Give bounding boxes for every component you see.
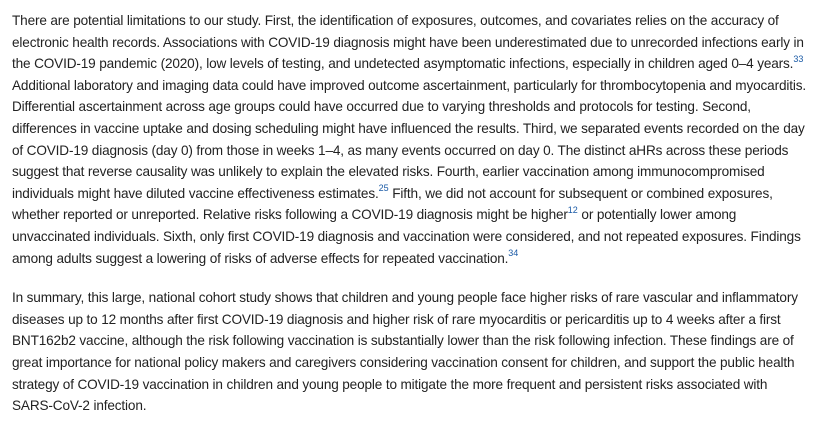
citation-ref-34[interactable]: 34 bbox=[508, 248, 519, 258]
citation-ref-12[interactable]: 12 bbox=[567, 204, 578, 215]
limitations-text-1: There are potential limitations to our study. First, the identification of exposures, outcomes, and covariates relies on the accuracy of electronic health records. Associations with COVID-19 diagnosis might have been underestimated due to unrecorded infections early in the COVID-19 pandemic (2020), low levels of testing, and undetected asymptomatic infections, especially in children aged 0–4 years. bbox=[12, 13, 804, 72]
limitations-text-2: Additional laboratory and imaging data could have improved outcome ascertainment, particularly for thrombocytopenia and myocarditis. Differential ascertainment across age groups could have occurred due to varying thresholds and protocols for testing. Second, differences in vaccine uptake and dosing scheduling might have influenced the results. Third, we separated events recorded on the day of COVID-19 diagnosis (day 0) from those in weeks 1–4, as many events occurred on day 0. The distinct aHRs across these periods suggest that reverse causality was unlikely to explain the elevated risks. Fourth, earlier vaccination among immunocompromised individuals might have diluted vaccine effectiveness estimates. bbox=[12, 77, 806, 201]
citation-ref-33[interactable]: 33 bbox=[793, 53, 804, 64]
limitations-paragraph bbox=[12, 10, 809, 269]
summary-paragraph bbox=[12, 287, 809, 417]
limitations-text-4: or potentially lower among unvaccinated individuals. Sixth, only first COVID-19 diagnosis and vaccination were considered, and not repeated exposures. Findings among adults suggest a lowering of risks of adverse effects for repeated vaccination. bbox=[12, 207, 801, 266]
limitations-text-3: Fifth, we did not account for subsequent or combined exposures, whether reported or unreported. Relative risks following a COVID-19 diagnosis might be higher bbox=[12, 185, 773, 223]
citation-ref-25[interactable]: 25 bbox=[378, 183, 389, 194]
summary-text: In summary, this large, national cohort study shows that children and young people face higher risks of rare vascular and inflammatory diseases up to 12 months after first COVID-19 diagnosis and higher risk of rare myocarditis or pericarditis up to 4 weeks after a first BNT162b2 vaccine, although the risk following vaccination is substantially lower than the risk following infection. These findings are of great importance for national policy makers and caregivers considering vaccination consent for children, and support the public health strategy of COVID-19 vaccination in children and young people to mitigate the more frequent and persistent risks associated with SARS-CoV-2 infection. bbox=[12, 290, 798, 414]
